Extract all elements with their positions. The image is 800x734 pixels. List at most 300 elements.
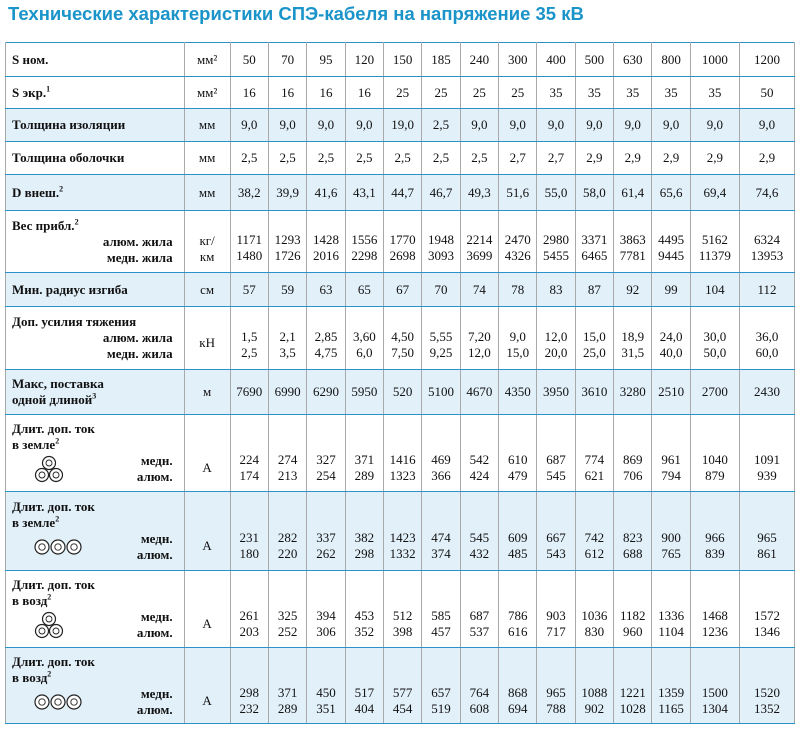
value-cell [740,43,795,77]
row-bend [6,273,795,307]
value-text: 2,5 [394,150,411,165]
sub-label-copper: медн. [140,685,173,701]
row-label-line1: Длит. доп. ток [12,499,95,514]
value-cell [499,571,537,648]
value-line2: 4,75 [314,345,338,360]
value-line1: 1428 [312,231,339,247]
value-line1: 786 [507,608,528,623]
value-text: 150 [392,51,413,67]
value-line2: 11379 [698,247,731,263]
row-label-text: D внеш. [12,184,60,200]
value-text: 120 [354,51,375,67]
value-text: 4350 [504,384,531,399]
unit-cell [184,109,230,142]
value-line1: 512 [392,608,413,623]
value-cell [537,142,575,175]
row-label-text: S ном. [12,51,49,67]
value-text: 55,0 [544,184,568,200]
unit-text: м [203,384,212,399]
value-text: 87 [587,281,601,297]
value-line1: 961 [661,452,681,467]
value-cell [575,273,613,307]
value-cell [537,492,575,571]
value-cell [614,142,652,175]
value-line1: 1171 [236,231,263,247]
value-line2: 7,50 [391,345,415,360]
value-text: 5100 [428,384,455,399]
value-cell [384,273,422,307]
value-cell [460,273,498,307]
value-text: 74,6 [755,184,779,200]
value-cell [740,492,795,571]
value-cell [230,273,268,307]
unit-text: кН [199,335,215,350]
row-label [6,175,185,211]
value-text: 6290 [312,384,339,399]
unit-text: см [200,281,215,297]
value-cell [422,307,460,370]
row-current-ground-flat [6,492,795,571]
value-line1: 282 [277,530,298,545]
value-line1: 337 [316,530,336,545]
value-cell [537,43,575,77]
value-cell [499,142,537,175]
unit-text: мм [198,184,216,200]
value-cell [537,273,575,307]
value-cell [499,109,537,142]
footnote-mark: 2 [47,669,52,679]
value-cell [384,77,422,109]
value-cell [384,370,422,415]
value-cell [268,175,306,211]
value-line1: 1468 [701,608,728,623]
value-cell [345,142,383,175]
value-text: 25 [434,84,448,100]
value-cell [740,571,795,648]
value-line1: 1359 [658,684,685,700]
value-cell [230,211,268,273]
value-line1: 3,60 [352,329,376,344]
value-cell [345,109,383,142]
value-line2: 839 [705,546,725,561]
value-cell [499,415,537,492]
value-line2: 5455 [543,247,570,263]
value-text: 2,9 [662,150,680,165]
value-text: 9,0 [279,117,296,132]
value-line2: 352 [354,624,375,639]
value-cell [230,307,268,370]
value-line1: 869 [622,452,643,467]
value-text: 400 [546,51,566,67]
value-cell [575,571,613,648]
value-line1: 667 [546,530,566,545]
value-text: 9,0 [471,117,488,132]
value-cell [307,175,345,211]
value-line1: 9,0 [509,329,526,344]
value-line2: 424 [469,468,490,483]
value-text: 19,0 [391,117,415,132]
sub-labels [64,453,183,485]
value-line1: 2,85 [314,329,338,344]
value-cell [537,211,575,273]
row-label [6,77,185,109]
value-text: 70 [434,281,448,297]
value-line2: 485 [507,546,528,561]
value-cell [422,492,460,571]
value-text: 2700 [701,384,728,399]
value-line1: 4,50 [391,329,415,344]
value-cell [740,273,795,307]
value-cell [690,109,739,142]
value-line1: 585 [431,608,451,623]
value-line1: 542 [469,452,490,467]
value-cell [575,307,613,370]
value-cell [460,571,498,648]
row-insulation [6,109,795,142]
value-line2: 289 [277,700,298,716]
footnote-mark: 2 [59,184,64,194]
value-cell [307,415,345,492]
value-text: 50 [760,84,774,100]
value-line2: 12,0 [467,345,491,360]
row-label-text: в возд [12,593,48,608]
value-cell [537,415,575,492]
value-cell [422,109,460,142]
value-cell [499,211,537,273]
value-text: 41,6 [314,184,338,200]
value-cell [345,175,383,211]
value-line2: 612 [584,546,605,561]
unit-text: А [202,616,212,631]
value-line2: 2298 [351,247,378,263]
value-cell [499,273,537,307]
value-line1: 2470 [504,231,531,247]
value-line2: 9445 [658,247,685,263]
value-cell [652,370,690,415]
value-cell [690,648,739,724]
value-cell [537,307,575,370]
value-cell [537,77,575,109]
value-text: 2,5 [471,150,488,165]
value-cell [499,370,537,415]
value-line2: 608 [469,700,490,716]
value-text: 9,0 [624,117,641,132]
row-label [6,43,185,77]
value-text: 2,5 [279,150,296,165]
value-text: 35 [587,84,601,100]
value-line1: 1416 [389,452,416,467]
value-line1: 36,0 [755,329,779,344]
value-line2: 366 [431,468,451,483]
row-current-air-trefoil [6,571,795,648]
value-line1: 298 [239,684,260,700]
value-line1: 1182 [619,608,646,623]
value-cell [460,648,498,724]
value-text: 800 [661,51,681,67]
spec-table [5,42,795,724]
value-text: 63 [319,281,333,297]
value-text: 61,4 [621,184,645,200]
sub-labels [82,686,183,718]
value-cell [345,370,383,415]
unit-cell [184,273,230,307]
value-cell [740,307,795,370]
value-text: 9,0 [241,117,258,132]
value-cell [575,142,613,175]
value-text: 35 [549,84,563,100]
value-line2: 252 [277,624,298,639]
value-cell [740,77,795,109]
value-text: 35 [626,84,640,100]
value-line1: 325 [277,608,298,623]
row-label-line2 [12,670,183,686]
value-cell [384,307,422,370]
value-cell [652,109,690,142]
value-line2: 543 [546,546,566,561]
unit-cell [184,175,230,211]
value-cell [384,43,422,77]
value-text: 2,5 [241,150,258,165]
value-cell [422,142,460,175]
value-line1: 1088 [581,684,608,700]
row-label-main [12,218,183,234]
value-text: 59 [281,281,295,297]
value-line2: 31,5 [621,345,645,360]
value-cell [268,492,306,571]
value-cell [652,77,690,109]
value-line2: 398 [392,624,413,639]
value-cell [575,43,613,77]
value-text: 2,9 [758,150,776,165]
value-cell [740,142,795,175]
value-line1: 577 [392,684,413,700]
value-line1: 966 [705,530,725,545]
row-s-nom [6,43,795,77]
value-cell [460,415,498,492]
cable-layout [12,686,183,718]
value-text: 95 [319,51,333,67]
value-line2: 298 [354,546,375,561]
value-cell [422,43,460,77]
value-cell [460,307,498,370]
value-text: 9,0 [317,117,335,132]
value-cell [460,142,498,175]
value-line1: 774 [584,452,605,467]
value-line2: 306 [316,624,336,639]
value-cell [345,43,383,77]
value-text: 92 [626,281,640,297]
value-line1: 18,9 [621,329,645,344]
value-line2: 788 [546,700,566,716]
row-label-text: Вес прибл. [12,217,75,233]
value-cell [575,211,613,273]
value-line2: 519 [431,700,451,716]
value-cell [614,492,652,571]
value-cell [575,370,613,415]
value-text: 43,1 [352,184,376,200]
row-label-text: в земле [12,437,56,452]
row-label-text: S экр. [12,84,47,100]
page-title: Технические характеристики СПЭ-кабеля на напряжение 35 кВ [8,3,584,24]
sub-label-aluminum: алюм. [136,625,173,640]
value-line2: 902 [584,700,605,716]
value-cell [575,648,613,724]
footnote-mark: 2 [55,514,60,524]
row-label [6,415,185,492]
value-line1: 382 [354,530,375,545]
value-text: 630 [622,51,643,67]
flat-cable-icon [34,693,82,711]
value-line2: 3,5 [279,345,296,360]
flat-cable-icon [34,538,82,556]
row-label-main [12,314,183,330]
value-line2: 688 [622,546,643,561]
value-line2: 765 [661,546,681,561]
value-line1: 327 [316,452,336,467]
value-text: 83 [549,281,563,297]
footnote-mark: 3 [92,391,97,401]
value-text: 1000 [701,51,728,67]
value-cell [230,415,268,492]
sub-label-aluminum: алюм. [136,469,173,484]
value-line2: 13953 [750,247,784,263]
value-cell [230,77,268,109]
value-line1: 2980 [543,231,570,247]
value-line2: 830 [584,624,605,639]
value-line2: 220 [277,546,298,561]
value-cell [460,175,498,211]
value-cell [460,109,498,142]
row-label [6,571,185,648]
value-line1: 517 [354,684,375,700]
value-cell [230,492,268,571]
unit-text: А [202,692,212,708]
value-line2: 351 [316,700,336,716]
value-cell [537,370,575,415]
value-text: 2,7 [509,150,526,165]
value-cell [384,109,422,142]
value-text: 4670 [466,384,493,399]
value-text: 1200 [754,51,781,67]
value-line1: 1091 [754,452,781,467]
footnote-mark: 1 [46,84,51,94]
value-text: 99 [664,281,678,297]
value-text: 38,2 [237,184,261,200]
value-cell [268,77,306,109]
value-line1: 764 [469,684,490,700]
value-text: 35 [708,84,722,100]
value-text: 25 [472,84,486,100]
value-cell [384,415,422,492]
unit-text: А [202,538,212,553]
value-cell [422,273,460,307]
value-text: 2,5 [356,150,373,165]
row-label [6,142,185,175]
value-text: 16 [319,84,333,100]
value-text: 70 [281,51,295,67]
value-line2: 960 [622,624,643,639]
sub-label-aluminum: алюм. жила [102,233,173,249]
row-label [6,307,185,370]
value-line1: 657 [431,684,451,700]
value-cell [307,648,345,724]
value-line2: 794 [661,468,681,483]
value-cell [575,415,613,492]
unit-cell [184,77,230,109]
value-cell [307,109,345,142]
value-cell [575,77,613,109]
value-line2: 537 [469,624,490,639]
value-cell [499,492,537,571]
value-cell [740,211,795,273]
value-cell [499,648,537,724]
value-cell [230,142,268,175]
value-line2: 254 [316,468,336,483]
row-label [6,648,185,724]
value-line1: 30,0 [703,329,727,344]
value-line2: 4326 [504,247,531,263]
value-cell [384,648,422,724]
value-line1: 900 [661,530,681,545]
value-text: 5950 [351,384,378,399]
value-cell [268,211,306,273]
value-line2: 15,0 [506,345,530,360]
value-line2: 174 [239,468,260,483]
value-cell [268,648,306,724]
value-line1: 1040 [701,452,728,467]
value-cell [268,571,306,648]
value-text: 57 [242,281,256,297]
value-cell [384,492,422,571]
value-line1: 453 [354,608,375,623]
value-cell [690,77,739,109]
value-cell [652,492,690,571]
value-line1: 687 [546,452,566,467]
value-text: 240 [469,51,490,67]
value-text: 2,5 [432,117,450,132]
value-line2: 1480 [236,247,263,263]
value-cell [614,307,652,370]
value-cell [345,571,383,648]
unit-line2: км [199,248,215,264]
value-line2: 1236 [701,624,728,639]
value-cell [614,77,652,109]
value-cell [537,175,575,211]
row-weight [6,211,795,273]
value-line1: 1036 [581,608,608,623]
value-line1: 1423 [389,530,416,545]
value-cell [307,571,345,648]
value-cell [422,415,460,492]
value-text: 25 [396,84,410,100]
value-cell [268,142,306,175]
row-label [6,109,185,142]
value-text: 6990 [274,384,301,399]
row-label-line1: Длит. доп. ток [12,653,95,669]
value-line2: 40,0 [659,345,683,360]
row-label [6,370,185,415]
value-cell [307,273,345,307]
value-cell [307,211,345,273]
value-line2: 3093 [428,247,455,263]
value-cell [460,43,498,77]
value-line2: 479 [507,468,528,483]
value-cell [614,648,652,724]
value-text: 44,7 [391,184,415,200]
value-line1: 1572 [754,608,781,623]
value-line1: 1221 [619,684,646,700]
value-text: 35 [664,84,678,100]
